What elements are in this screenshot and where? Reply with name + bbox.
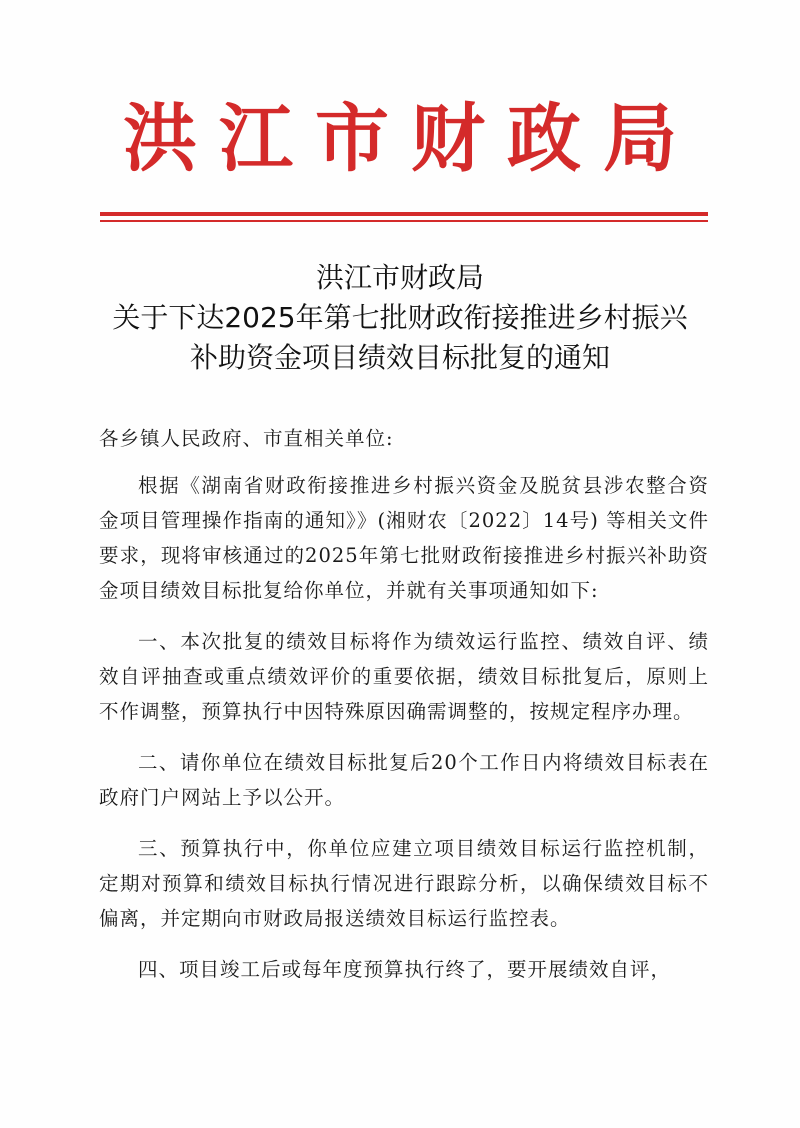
document-body <box>99 422 709 1003</box>
paragraph-item-3: 三、预算执行中，你单位应建立项目绩效目标运行监控机制，定期对预算和绩效目标执行情况进行跟踪分析，以确保绩效目标不偏离，并定期向市财政局报送绩效目标运行监控表。 <box>99 837 709 930</box>
salutation: 各乡镇人民政府、市直相关单位: <box>99 427 394 450</box>
title-line-1: 洪江市财政局 <box>315 261 484 294</box>
title-line-3: 补助资金项目绩效目标批复的通知 <box>189 341 610 374</box>
title-line-2: 关于下达2025年第七批财政衔接推进乡村振兴 <box>112 301 688 334</box>
document-title <box>0 258 800 378</box>
letterhead-rule-thick <box>100 212 708 216</box>
paragraph-item-2: 二、请你单位在绩效目标批复后20个工作日内将绩效目标表在政府门户网站上予以公开。 <box>99 751 709 809</box>
paragraph-item-1: 一、本次批复的绩效目标将作为绩效运行监控、绩效自评、绩效自评抽查或重点绩效评价的重要依据，绩效目标批复后，原则上不作调整，预算执行中因特殊原因确需调整的，按规定程序办理。 <box>99 630 709 723</box>
letterhead-rule-thin <box>100 220 708 222</box>
paragraph-intro: 根据《湖南省财政衔接推进乡村振兴资金及脱贫县涉农整合资金项目管理操作指南的通知》》(湘财农〔2022〕14号) 等相关文件要求，现将审核通过的2025年第七批财政衔接推进乡村振兴补助资金项目绩效目标批复给你单位，并就有关事项通知如下: <box>99 474 709 602</box>
paragraph-item-4: 四、项目竣工后或每年度预算执行终了，要开展绩效自评， <box>138 958 672 981</box>
letterhead-title: 洪江市财政局 <box>123 96 699 182</box>
